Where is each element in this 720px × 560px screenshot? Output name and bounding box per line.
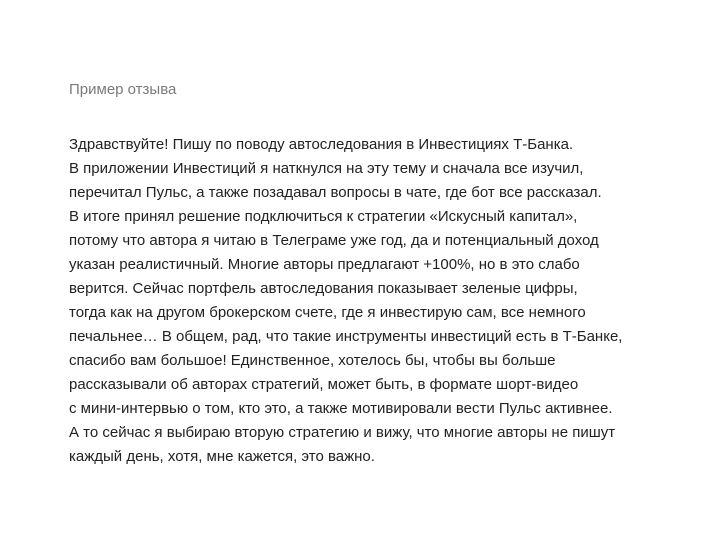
- review-line: тогда как на другом брокерском счете, где я инвестирую сам, все немного: [69, 304, 586, 321]
- review-line: каждый день, хотя, мне кажется, это важно.: [69, 448, 375, 465]
- review-line: указан реалистичный. Многие авторы предлагают +100%, но в это слабо: [69, 256, 580, 273]
- review-body: [69, 133, 709, 469]
- review-line: спасибо вам большое! Единственное, хотелось бы, чтобы вы больше: [69, 352, 556, 369]
- review-line: Здравствуйте! Пишу по поводу автоследования в Инвестициях Т-Банка.: [69, 136, 574, 153]
- review-line: В итоге принял решение подключиться к стратегии «Искусный капитал»,: [69, 208, 578, 225]
- review-line: печальнее… В общем, рад, что такие инструменты инвестиций есть в Т-Банке,: [69, 328, 623, 345]
- review-line: В приложении Инвестиций я наткнулся на эту тему и сначала все изучил,: [69, 160, 584, 177]
- review-line: рассказывали об авторах стратегий, может быть, в формате шорт-видео: [69, 376, 579, 393]
- review-line: с мини-интервью о том, кто это, а также мотивировали вести Пульс активнее.: [69, 400, 613, 417]
- review-line: потому что автора я читаю в Телеграме уже год, да и потенциальный доход: [69, 232, 599, 249]
- review-title: Пример отзыва: [69, 81, 177, 98]
- review-line: верится. Сейчас портфель автоследования показывает зеленые цифры,: [69, 280, 578, 297]
- review-line: А то сейчас я выбираю вторую стратегию и вижу, что многие авторы не пишут: [69, 424, 616, 441]
- review-line: перечитал Пульс, а также позадавал вопросы в чате, где бот все рассказал.: [69, 184, 602, 201]
